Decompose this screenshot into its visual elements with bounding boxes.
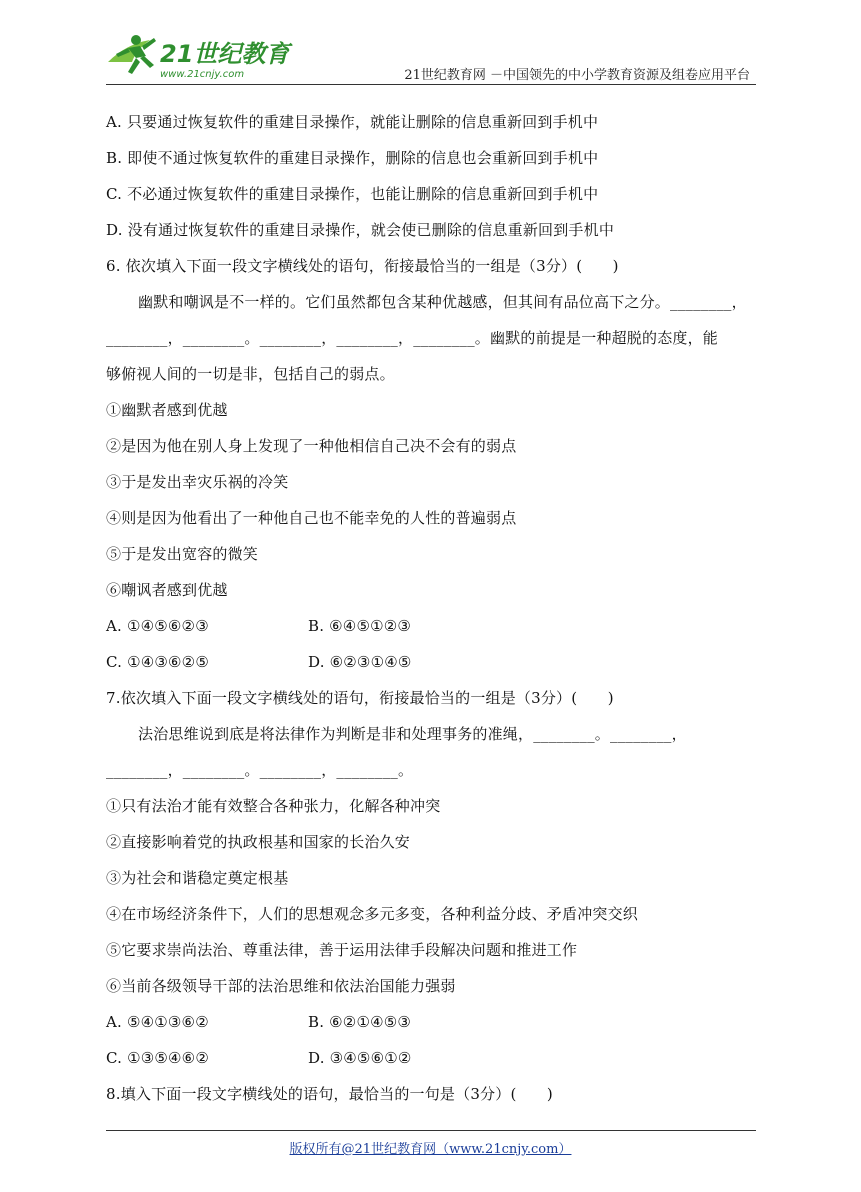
q6-sentence-6: ⑥嘲讽者感到优越 <box>106 581 228 599</box>
q6-option-b: B. ⑥④⑤①②③ <box>308 617 412 635</box>
q8-prompt: 8.填入下面一段文字横线处的语句，最恰当的一句是（3分）( ) <box>106 1085 553 1103</box>
q6-passage-line-1: 幽默和嘲讽是不一样的。它们虽然都包含某种优越感，但其间有品位高下之分。________， <box>138 293 747 311</box>
site-logo[interactable] <box>106 32 296 82</box>
logo-url: www.21cnjy.com <box>160 69 245 80</box>
q7-sentence-4: ④在市场经济条件下，人们的思想观念多元多变，各种利益分歧、矛盾冲突交织 <box>106 905 639 923</box>
q7-option-c: C. ①③⑤④⑥② <box>106 1049 209 1067</box>
q6-passage-line-2: ________，________。________，________，________。幽默的前提是一种超脱的态度，能 <box>106 329 719 347</box>
q5-option-a: A. 只要通过恢复软件的重建目录操作，就能让删除的信息重新回到手机中 <box>106 113 599 131</box>
logo-text: 21世纪教育 <box>160 40 290 68</box>
q6-sentence-1: ①幽默者感到优越 <box>106 401 228 419</box>
q6-options-row-2 <box>106 644 756 680</box>
q6-sentence-3: ③于是发出幸灾乐祸的冷笑 <box>106 473 289 491</box>
q7-options-row-2 <box>106 1040 756 1076</box>
q7-option-b: B. ⑥②①④⑤③ <box>308 1013 412 1031</box>
q6-passage-line-3: 够俯视人间的一切是非，包括自己的弱点。 <box>106 365 395 383</box>
q6-options-row-1 <box>106 608 756 644</box>
q7-option-d: D. ③④⑤⑥①② <box>308 1049 412 1067</box>
q5-option-b: B. 即使不通过恢复软件的重建目录操作，删除的信息也会重新回到手机中 <box>106 149 599 167</box>
q7-sentence-5: ⑤它要求崇尚法治、尊重法律，善于运用法律手段解决问题和推进工作 <box>106 941 578 959</box>
q6-sentence-2: ②是因为他在别人身上发现了一种他相信自己决不会有的弱点 <box>106 437 517 455</box>
q7-options-row-1 <box>106 1004 756 1040</box>
q6-sentence-4: ④则是因为他看出了一种他自己也不能幸免的人性的普遍弱点 <box>106 509 517 527</box>
q5-option-c: C. 不必通过恢复软件的重建目录操作，也能让删除的信息重新回到手机中 <box>106 185 599 203</box>
q7-prompt: 7.依次填入下面一段文字横线处的语句，衔接最恰当的一组是（3分）( ) <box>106 689 614 707</box>
q7-option-a: A. ⑤④①③⑥② <box>106 1013 209 1031</box>
q5-option-d: D. 没有通过恢复软件的重建目录操作，就会使已删除的信息重新回到手机中 <box>106 221 615 239</box>
q7-sentence-3: ③为社会和谐稳定奠定根基 <box>106 869 289 887</box>
q6-option-d: D. ⑥②③①④⑤ <box>308 653 412 671</box>
copyright-link[interactable]: 版权所有@21世纪教育网（www.21cnjy.com） <box>289 1142 572 1157</box>
site-tagline: 21世纪教育网 －中国领先的中小学教育资源及组卷应用平台 <box>404 68 750 83</box>
document-body <box>106 104 756 1112</box>
q6-sentence-5: ⑤于是发出宽容的微笑 <box>106 545 259 563</box>
logo-runner-icon <box>106 32 296 82</box>
q6-option-c: C. ①④③⑥②⑤ <box>106 653 209 671</box>
page-header <box>106 30 756 85</box>
footer-divider <box>106 1130 756 1131</box>
q7-sentence-1: ①只有法治才能有效整合各种张力，化解各种冲突 <box>106 797 441 815</box>
q7-sentence-6: ⑥当前各级领导干部的法治思维和依法治国能力强弱 <box>106 977 456 995</box>
q7-sentence-2: ②直接影响着党的执政根基和国家的长治久安 <box>106 833 411 851</box>
q7-passage-line-2: ________，________。________，________。 <box>106 761 414 779</box>
q6-prompt: 6. 依次填入下面一段文字横线处的语句，衔接最恰当的一组是（3分）( ) <box>106 257 619 275</box>
q7-passage-line-1: 法治思维说到底是将法律作为判断是非和处理事务的准绳，________。________， <box>138 725 687 743</box>
q6-option-a: A. ①④⑤⑥②③ <box>106 617 209 635</box>
